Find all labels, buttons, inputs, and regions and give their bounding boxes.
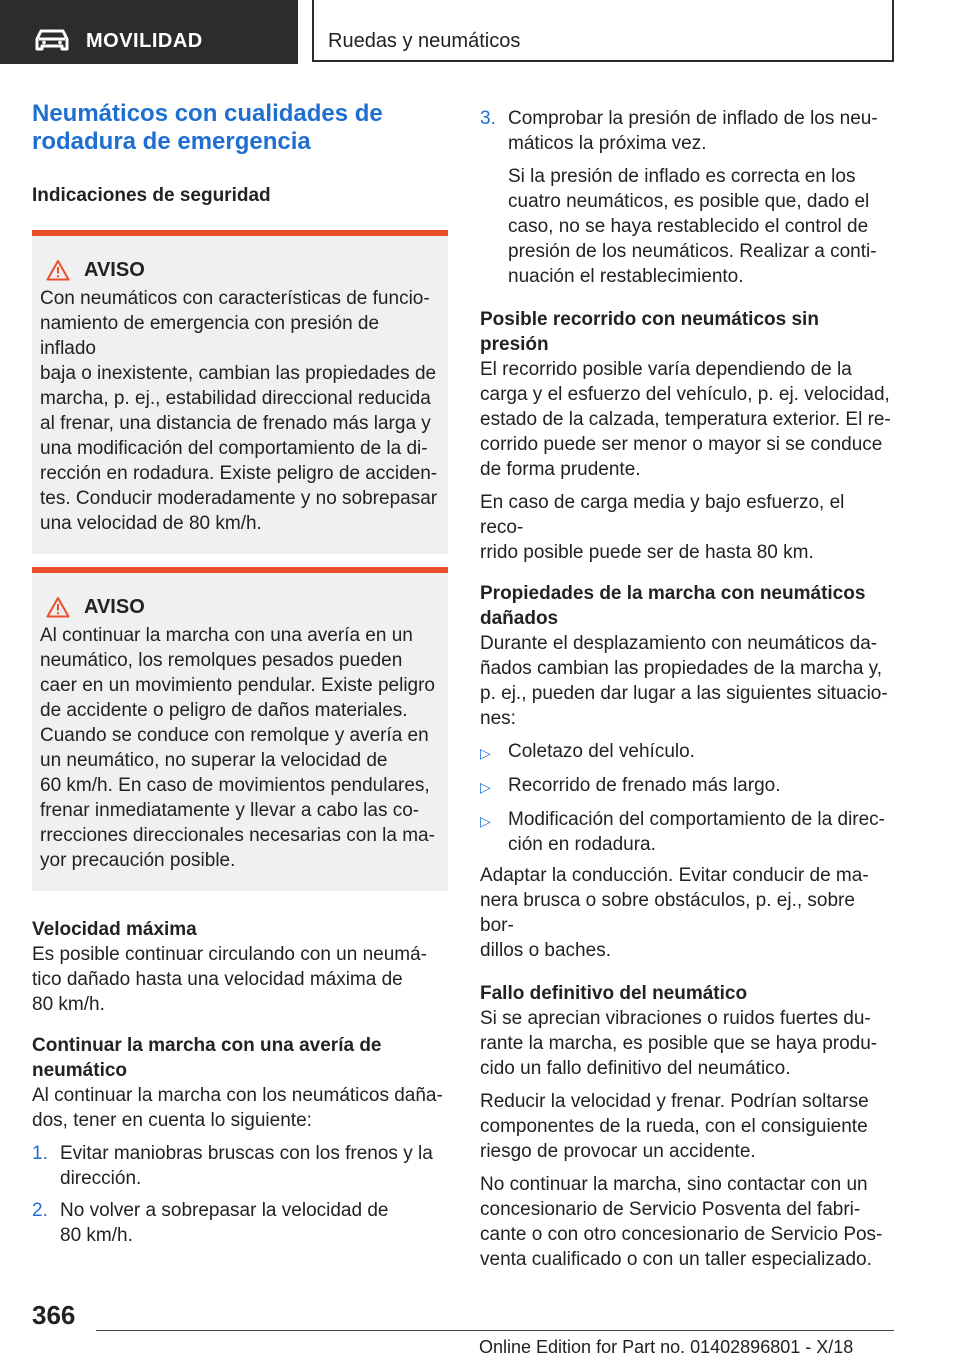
footer-divider bbox=[96, 1330, 894, 1331]
continue-text: Al continuar la marcha con los neumáticos daña- dos, tener en cuenta lo siguiente: bbox=[32, 1085, 443, 1131]
list-item: 2. No volver a sobrepasar la velocidad de 80 km/h. bbox=[32, 1200, 389, 1246]
failure-text-1: Si se aprecian vibraciones o ruidos fuertes du- rante la marcha, es posible que se haya produ- cido un fallo definitivo del neumático. bbox=[480, 1008, 878, 1079]
bullet-triangle-icon: ▷ bbox=[480, 745, 491, 761]
safety-heading: Indicaciones de seguridad bbox=[32, 185, 271, 206]
properties-text-1: Durante el desplazamiento con neumáticos da- ñados cambian las propiedades de la marcha y, p. ej., pueden dar lugar a las siguientes situacio- nes: bbox=[480, 633, 888, 729]
list-item: 3. Comprobar la presión de inflado de los neu- máticos la próxima vez. Si la presión de inflado es correcta en los cuatro neumáticos, es posible que, dado el caso, no se haya restablecido el control de presión de los neumáticos. Realizar a conti- nuación el restablecimiento. bbox=[480, 108, 878, 287]
warning-triangle-icon bbox=[46, 596, 70, 618]
range-text-1: El recorrido posible varía dependiendo de la carga y el esfuerzo del vehículo, p. ej. velocidad, estado de la calzada, temperatura exterior. El re- corrido puede ser menor o mayor si se conduce de forma prudente. bbox=[480, 359, 891, 480]
car-icon bbox=[34, 28, 70, 52]
list-item: ▷ Recorrido de frenado más largo. bbox=[480, 773, 892, 800]
step-number: 1. bbox=[32, 1143, 48, 1164]
warning-triangle-icon bbox=[46, 259, 70, 281]
list-item: ▷ Modificación del comportamiento de la direc- ción en rodadura. bbox=[480, 809, 886, 855]
warning-text: Al continuar la marcha con una avería en un neumático, los remolques pesados pueden caer en un movimiento pendular. Existe peligro de accidente o peligro de daños materiales. Cuando se conduce con remolque y avería en un neumático, no superar la velocidad de 60 km/h. En caso de movimientos pendulares, frenar inmediatamente y llevar a cabo las co- rrecciones direccionales necesarias con la ma- yor precaución posible. bbox=[40, 625, 436, 871]
max-speed-heading: Velocidad máxima bbox=[32, 919, 197, 940]
warning-title: AVISO bbox=[84, 596, 145, 618]
list-item: 1. Evitar maniobras bruscas con los frenos y la dirección. bbox=[32, 1143, 433, 1189]
step-3 bbox=[480, 106, 892, 289]
failure-heading: Fallo definitivo del neumático bbox=[480, 983, 748, 1004]
warning-box-2 bbox=[32, 567, 448, 891]
bullet-triangle-icon: ▷ bbox=[480, 813, 491, 829]
properties-text-2: Adaptar la conducción. Evitar conducir de ma- nera brusca o sobre obstáculos, p. ej., sobre bor- dillos o baches. bbox=[480, 865, 869, 961]
range-heading: Posible recorrido con neumáticos sin presión bbox=[480, 309, 819, 355]
page-number: 366 bbox=[32, 1300, 76, 1330]
warning-text: Con neumáticos con características de funcio- namiento de emergencia con presión de inflado baja o inexistente, cambian las propiedades de marcha, p. ej., estabilidad direccional reducida al frenar, una distancia de frenado más larga y una modificación del comportamiento de la di- rección en rodadura. Existe peligro de acciden- tes. Conducir moderadamente y no sobrepasar una velocidad de 80 km/h. bbox=[40, 288, 438, 534]
step-number: 2. bbox=[32, 1200, 48, 1221]
section-tab bbox=[0, 0, 298, 64]
warning-box-1 bbox=[32, 230, 448, 554]
failure-text-3: No continuar la marcha, sino contactar con un concesionario de Servicio Posventa del fabri- cante o con otro concesionario de Servicio Pos- venta cualificado o con un taller especializado. bbox=[480, 1174, 883, 1270]
continue-steps bbox=[32, 1141, 448, 1248]
list-item: ▷ Coletazo del vehículo. bbox=[480, 739, 892, 766]
section-label: MOVILIDAD bbox=[86, 30, 203, 52]
range-text-2: En caso de carga media y bajo esfuerzo, el reco- rrido posible puede ser de hasta 80 km. bbox=[480, 492, 845, 563]
step-number: 3. bbox=[480, 108, 496, 129]
properties-heading: Propiedades de la marcha con neumáticos dañados bbox=[480, 583, 866, 629]
page-title: Neumáticos con cualidades de rodadura de emergencia bbox=[32, 100, 383, 155]
chapter-title: Ruedas y neumáticos bbox=[328, 30, 521, 52]
left-column bbox=[32, 100, 448, 1248]
right-column bbox=[480, 106, 892, 1272]
edition-note: Online Edition for Part no. 01402896801 - X/18 bbox=[479, 1337, 854, 1357]
properties-bullets bbox=[480, 739, 892, 857]
continue-heading: Continuar la marcha con una avería de neumático bbox=[32, 1035, 382, 1081]
bullet-triangle-icon: ▷ bbox=[480, 779, 491, 795]
max-speed-text: Es posible continuar circulando con un neumá- tico dañado hasta una velocidad máxima de 80 km/h. bbox=[32, 944, 428, 1015]
chapter-tab bbox=[312, 0, 894, 62]
warning-title: AVISO bbox=[84, 259, 145, 281]
failure-text-2: Reducir la velocidad y frenar. Podrían soltarse componentes de la rueda, con el consiguiente riesgo de provocar un accidente. bbox=[480, 1091, 869, 1162]
